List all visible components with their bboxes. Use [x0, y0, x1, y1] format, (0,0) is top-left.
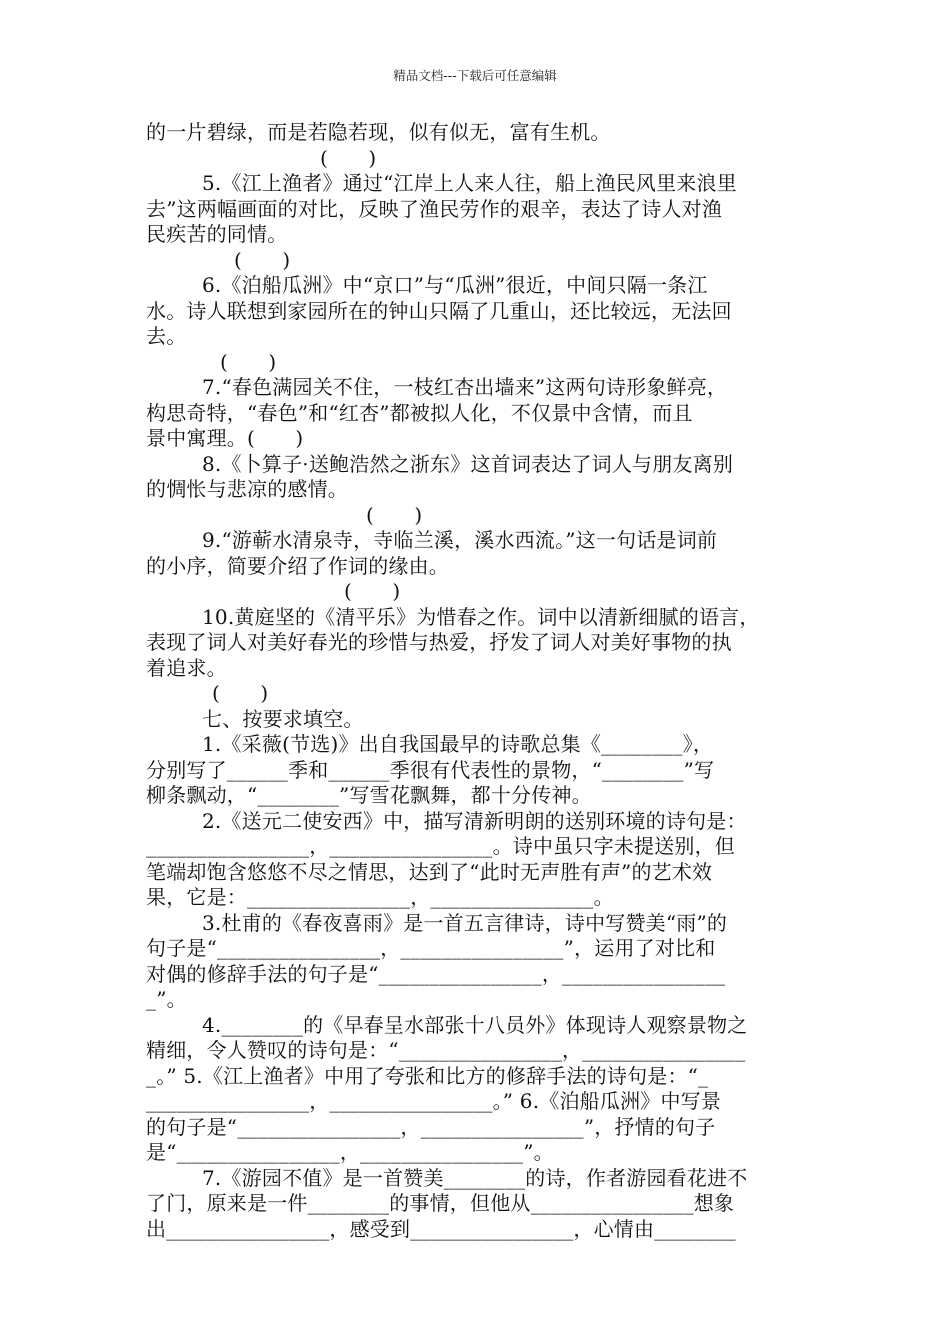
text-line: 7.“春色满园关不住，一枝红杏出墙来”这两句诗形象鲜亮， [202, 375, 728, 399]
text-line: 8.《卜算子·送鲍浩然之浙东》这首词表达了词人与朋友离别 [202, 451, 734, 476]
text-line: 去。 [146, 324, 187, 348]
text-line: ( ) [220, 349, 277, 374]
text-line: ( ) [366, 502, 423, 527]
text-line: ________________，________________。诗中虽只字未提送别，但 [146, 834, 735, 858]
text-line: 1.《采薇(节选)》出自我国最早的诗歌总集《________》， [202, 732, 714, 756]
text-line: 七、按要求填空。 [202, 706, 364, 731]
text-line: 分别写了______季和______季很有代表性的景物，“________”写 [146, 757, 715, 782]
text-line: 去”这两幅画面的对比，反映了渔民劳作的艰辛，表达了诗人对渔 [146, 196, 723, 221]
text-line: 4.________的《早春呈水部张十八员外》体现诗人观察景物之 [202, 1012, 748, 1037]
text-line: 对偶的修辞手法的句子是“________________，________________ [146, 961, 726, 986]
text-line: 7.《游园不值》是一首赞美________的诗，作者游园看花进不 [202, 1165, 748, 1190]
text-line: 句子是“________________，________________”，运用了对比和 [146, 936, 716, 960]
text-line: 果，它是：________________，________________。 [146, 885, 614, 909]
text-line: ( ) [212, 681, 269, 705]
text-line: 9.“游蕲水清泉寺，寺临兰溪，溪水西流。”这一句话是词前 [202, 528, 718, 552]
text-line: _”。 [146, 987, 187, 1011]
page-header: 精品文档---下载后可任意编辑 [393, 68, 557, 83]
text-line: 笔端却饱含悠悠不尽之情思，达到了“此时无声胜有声”的艺术效 [146, 859, 713, 884]
document-body [146, 120, 810, 1242]
text-line: 2.《送元二使安西》中，描写清新明朗的送别环境的诗句是： [202, 808, 747, 833]
text-line: ________________，________________。” 6.《泊船瓜洲》中写景 [146, 1089, 722, 1113]
text-line: 民疾苦的同情。 [146, 222, 288, 246]
text-line: 的一片碧绿，而是若隐若现，似有似无，富有生机。 [146, 120, 611, 144]
text-line: 精细，令人赞叹的诗句是：“________________，________________ [146, 1038, 746, 1062]
text-line: 的惆怅与悲凉的感情。 [146, 477, 348, 501]
text-line: 是“________________，________________”。 [146, 1140, 554, 1164]
text-line: 柳条飘动，“________”写雪花飘舞，都十分传神。 [146, 783, 592, 807]
text-line: 的小序，简要介绍了作词的缘由。 [146, 553, 449, 578]
text-line: 景中寓理。( ) [146, 426, 304, 450]
text-line: ( ) [344, 579, 401, 603]
text-line: 出________________，感受到________________，心情由________ [146, 1216, 736, 1241]
text-line: 水。诗人联想到家园所在的钟山只隔了几重山，还比较远，无法回 [146, 298, 732, 323]
text-line: 构思奇特，“春色”和“红杏”都被拟人化，不仅景中含情，而且 [146, 400, 693, 425]
text-line: 10.黄庭坚的《清平乐》为惜春之作。词中以清新细腻的语言， [202, 604, 760, 629]
text-line: ( ) [234, 247, 291, 272]
text-line: _。” 5.《江上渔者》中用了夸张和比方的修辞手法的诗句是：“_ [146, 1063, 709, 1088]
text-line: 3.杜甫的《春夜喜雨》是一首五言律诗，诗中写赞美“雨”的 [202, 910, 728, 935]
text-line: 6.《泊船瓜洲》中“京口”与“瓜洲”很近，中间只隔一条江 [202, 273, 708, 297]
text-line: 了门，原来是一件________的事情，但他从________________想象 [146, 1191, 735, 1215]
text-line: 表现了词人对美好春光的珍惜与热爱，抒发了词人对美好事物的执 [146, 630, 732, 654]
text-line: 5.《江上渔者》通过“江岸上人来人往，船上渔民风里来浪里 [202, 171, 737, 195]
text-line: ( ) [320, 145, 377, 170]
text-line: 的句子是“________________，________________”，抒情的句子 [146, 1114, 716, 1139]
text-line: 着追求。 [146, 655, 227, 680]
